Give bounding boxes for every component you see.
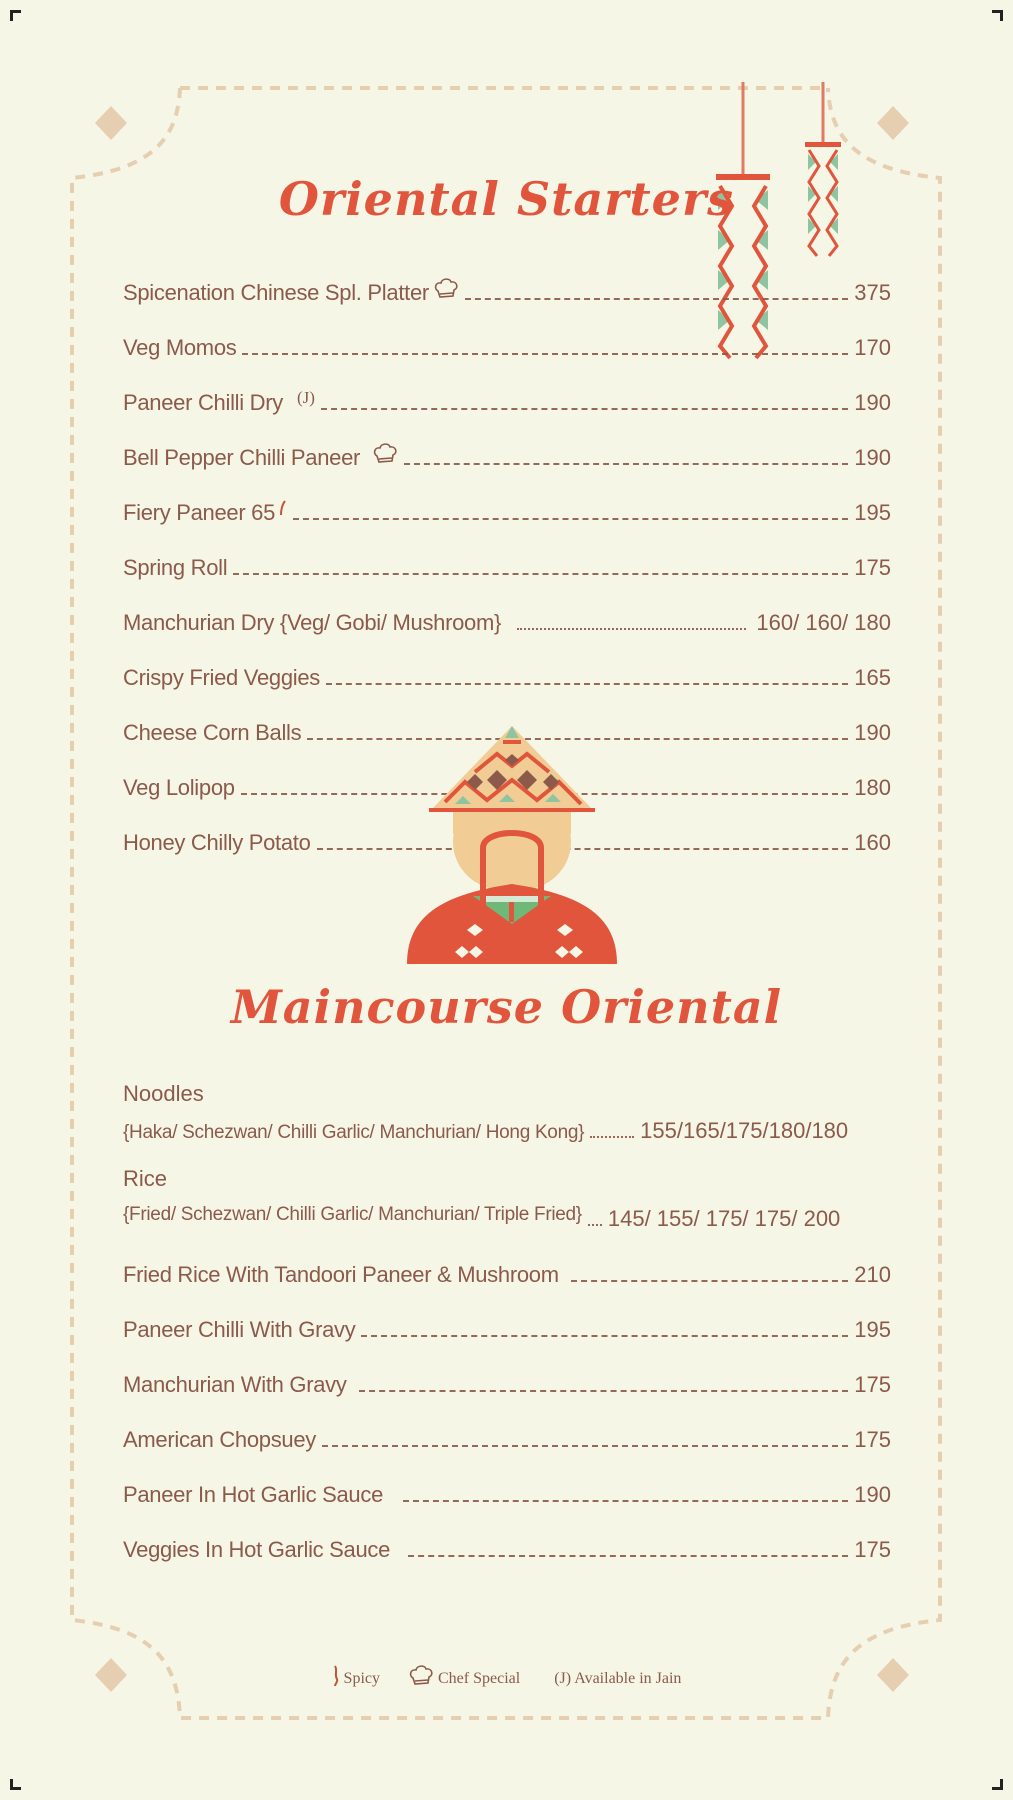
item-price: 195 xyxy=(854,1317,891,1342)
item-price: 180 xyxy=(854,775,891,800)
hanging-ornaments-icon xyxy=(700,82,850,372)
item-name: Paneer Chilli With Gravy xyxy=(123,1317,356,1342)
item-price: 375 xyxy=(854,280,891,305)
item-price: 210 xyxy=(854,1262,891,1287)
item-price: 155/165/175/180/180 xyxy=(640,1118,849,1143)
dot-leader xyxy=(571,1280,849,1282)
dot-leader xyxy=(361,1335,848,1337)
chef-hat-icon xyxy=(433,277,459,306)
menu-item xyxy=(123,1533,891,1563)
item-name: Crispy Fried Veggies xyxy=(123,665,320,690)
item-name: Veggies In Hot Garlic Sauce xyxy=(123,1537,391,1562)
chef-hat-icon xyxy=(408,1664,434,1693)
legend-label: (J) Available in Jain xyxy=(554,1669,682,1687)
menu-item xyxy=(123,276,891,306)
dot-leader xyxy=(322,1445,848,1447)
item-name: American Chopsuey xyxy=(123,1427,316,1452)
dot-leader xyxy=(517,628,746,630)
menu-group-row xyxy=(123,1202,891,1232)
item-name: Fiery Paneer 65 xyxy=(123,500,276,525)
menu-item xyxy=(123,1258,891,1288)
legend-chef-special xyxy=(408,1664,520,1693)
item-name: Veg Momos xyxy=(123,335,237,360)
menu-item xyxy=(123,1478,891,1508)
menu-item xyxy=(123,386,891,416)
item-price: 190 xyxy=(854,1482,891,1507)
item-price: 145/ 155/ 175/ 175/ 200 xyxy=(607,1206,841,1231)
item-name: Paneer Chilli Dry xyxy=(123,390,283,415)
dot-leader xyxy=(403,1500,848,1502)
dot-leader xyxy=(588,1224,602,1226)
item-name: Paneer In Hot Garlic Sauce xyxy=(123,1482,384,1507)
menu-item xyxy=(123,441,891,471)
section-title-oriental-starters: Oriental Starters xyxy=(278,172,735,226)
item-price: 175 xyxy=(854,1372,891,1397)
item-price: 190 xyxy=(854,445,891,470)
item-name: Veg Lolipop xyxy=(123,775,235,800)
item-price: 160/ 160/ 180 xyxy=(756,610,891,635)
chili-icon xyxy=(279,499,287,526)
legend-spicy xyxy=(332,1665,380,1692)
legend-label: Spicy xyxy=(343,1669,380,1687)
item-name: Manchurian Dry {Veg/ Gobi/ Mushroom} xyxy=(123,610,502,635)
item-price: 175 xyxy=(854,1537,891,1562)
dot-leader xyxy=(326,683,848,685)
menu-item xyxy=(123,551,891,581)
menu-item xyxy=(123,496,891,526)
item-price: 175 xyxy=(854,1427,891,1452)
group-heading-noodles: Noodles xyxy=(123,1081,204,1106)
dot-leader xyxy=(242,353,848,355)
item-name: Cheese Corn Balls xyxy=(123,720,302,745)
item-price: 175 xyxy=(854,555,891,580)
menu-item xyxy=(123,1368,891,1398)
dot-leader xyxy=(590,1136,634,1138)
item-name: Fried Rice With Tandoori Paneer & Mushroom xyxy=(123,1262,559,1287)
legend xyxy=(0,1664,1013,1693)
item-price: 170 xyxy=(854,335,891,360)
item-name: Manchurian With Gravy xyxy=(123,1372,347,1397)
dot-leader xyxy=(408,1555,848,1557)
menu-item xyxy=(123,661,891,691)
legend-label: Chef Special xyxy=(438,1669,521,1687)
item-price: 190 xyxy=(854,720,891,745)
dot-leader xyxy=(465,298,848,300)
item-name: Spicenation Chinese Spl. Platter xyxy=(123,280,429,305)
item-variants: {Fried/ Schezwan/ Chilli Garlic/ Manchurian/ Triple Fried} xyxy=(123,1204,582,1225)
menu-group-row xyxy=(123,1114,891,1144)
item-price: 160 xyxy=(854,830,891,855)
section-title-maincourse-oriental: Maincourse Oriental xyxy=(230,980,783,1034)
legend-jain xyxy=(554,1670,681,1688)
item-price: 165 xyxy=(854,665,891,690)
dot-leader xyxy=(233,573,848,575)
dot-leader xyxy=(321,408,848,410)
item-price: 195 xyxy=(854,500,891,525)
menu-item xyxy=(123,1423,891,1453)
menu-item xyxy=(123,1313,891,1343)
dot-leader xyxy=(293,518,848,520)
dot-leader xyxy=(359,1390,849,1392)
menu-item xyxy=(123,331,891,361)
item-price: 190 xyxy=(854,390,891,415)
hat-figure-illustration xyxy=(405,724,620,966)
group-heading-rice: Rice xyxy=(123,1166,168,1191)
chef-hat-icon xyxy=(372,442,398,471)
jain-mark: (J) xyxy=(296,388,315,407)
chili-icon xyxy=(332,1665,340,1692)
dot-leader xyxy=(404,463,848,465)
item-name: Spring Roll xyxy=(123,555,228,580)
item-variants: {Haka/ Schezwan/ Chilli Garlic/ Manchurian/ Hong Kong} xyxy=(123,1122,585,1143)
item-name: Honey Chilly Potato xyxy=(123,830,311,855)
item-name: Bell Pepper Chilli Paneer xyxy=(123,445,361,470)
menu-item xyxy=(123,606,891,636)
